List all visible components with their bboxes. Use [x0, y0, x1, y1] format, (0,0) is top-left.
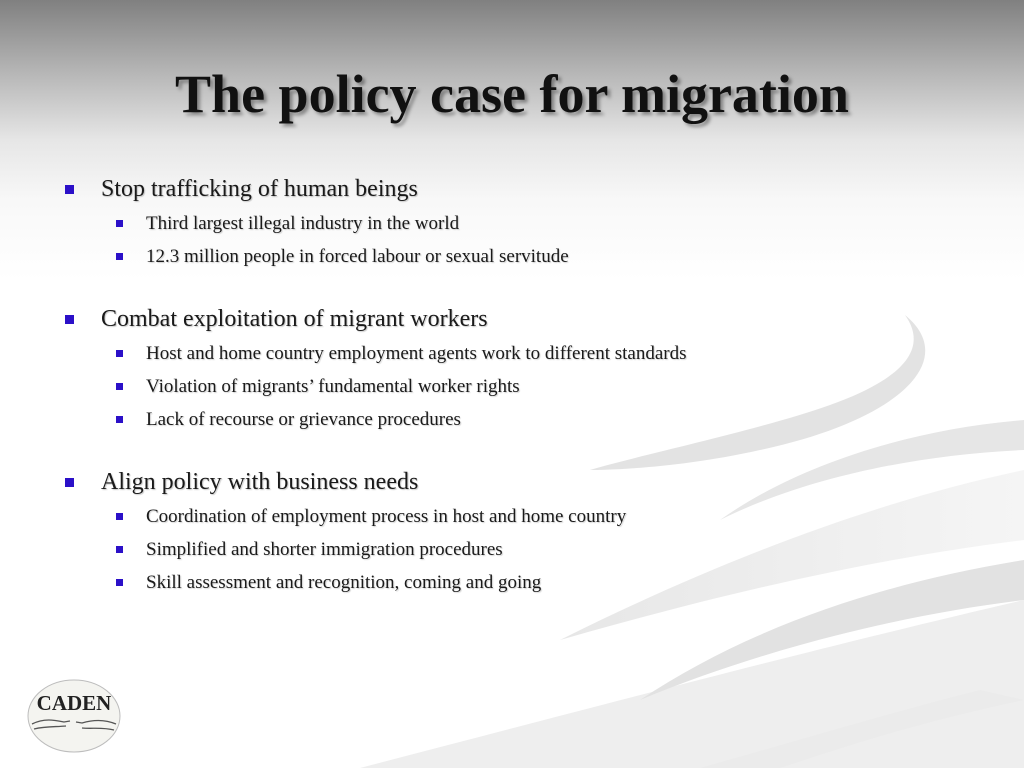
square-bullet-icon	[116, 579, 123, 586]
square-bullet-icon	[116, 383, 123, 390]
square-bullet-icon	[116, 416, 123, 423]
sub-bullet-text: 12.3 million people in forced labour or sexual servitude	[146, 246, 569, 267]
sub-bullet-item	[62, 337, 962, 370]
sub-bullet-item	[62, 240, 962, 273]
sub-bullet-text: Simplified and shorter immigration procedures	[146, 539, 503, 560]
sub-bullet-text: Violation of migrants’ fundamental worker rights	[146, 376, 520, 397]
square-bullet-icon	[116, 546, 123, 553]
square-bullet-icon	[65, 478, 74, 487]
bullet-heading: Stop trafficking of human beings	[101, 176, 418, 202]
square-bullet-icon	[116, 253, 123, 260]
logo-text: CADEN	[36, 691, 112, 715]
sub-bullet-item	[62, 566, 962, 599]
sub-bullet-text: Third largest illegal industry in the world	[146, 213, 460, 234]
sub-bullet-item	[62, 370, 962, 403]
square-bullet-icon	[116, 513, 123, 520]
bullet-group	[62, 466, 962, 599]
sub-bullet-text: Skill assessment and recognition, coming and going	[146, 572, 542, 593]
caden-logo	[26, 674, 122, 754]
sub-bullet-item	[62, 403, 962, 436]
square-bullet-icon	[65, 185, 74, 194]
bullet-item	[62, 466, 962, 498]
bullet-group	[62, 303, 962, 436]
sub-bullet-text: Host and home country employment agents work to different standards	[146, 343, 687, 364]
sub-bullet-item	[62, 500, 962, 533]
square-bullet-icon	[65, 315, 74, 324]
sub-bullet-item	[62, 207, 962, 240]
bullet-item	[62, 173, 962, 205]
slide-title: The policy case for migration	[175, 64, 849, 124]
bullet-heading: Combat exploitation of migrant workers	[101, 306, 488, 332]
slide-content	[62, 173, 962, 629]
bullet-heading: Align policy with business needs	[101, 469, 419, 495]
bullet-item	[62, 303, 962, 335]
square-bullet-icon	[116, 350, 123, 357]
sub-bullet-text: Coordination of employment process in host and home country	[146, 506, 627, 527]
square-bullet-icon	[116, 220, 123, 227]
sub-bullet-item	[62, 533, 962, 566]
bullet-group	[62, 173, 962, 273]
sub-bullet-text: Lack of recourse or grievance procedures	[146, 409, 461, 430]
